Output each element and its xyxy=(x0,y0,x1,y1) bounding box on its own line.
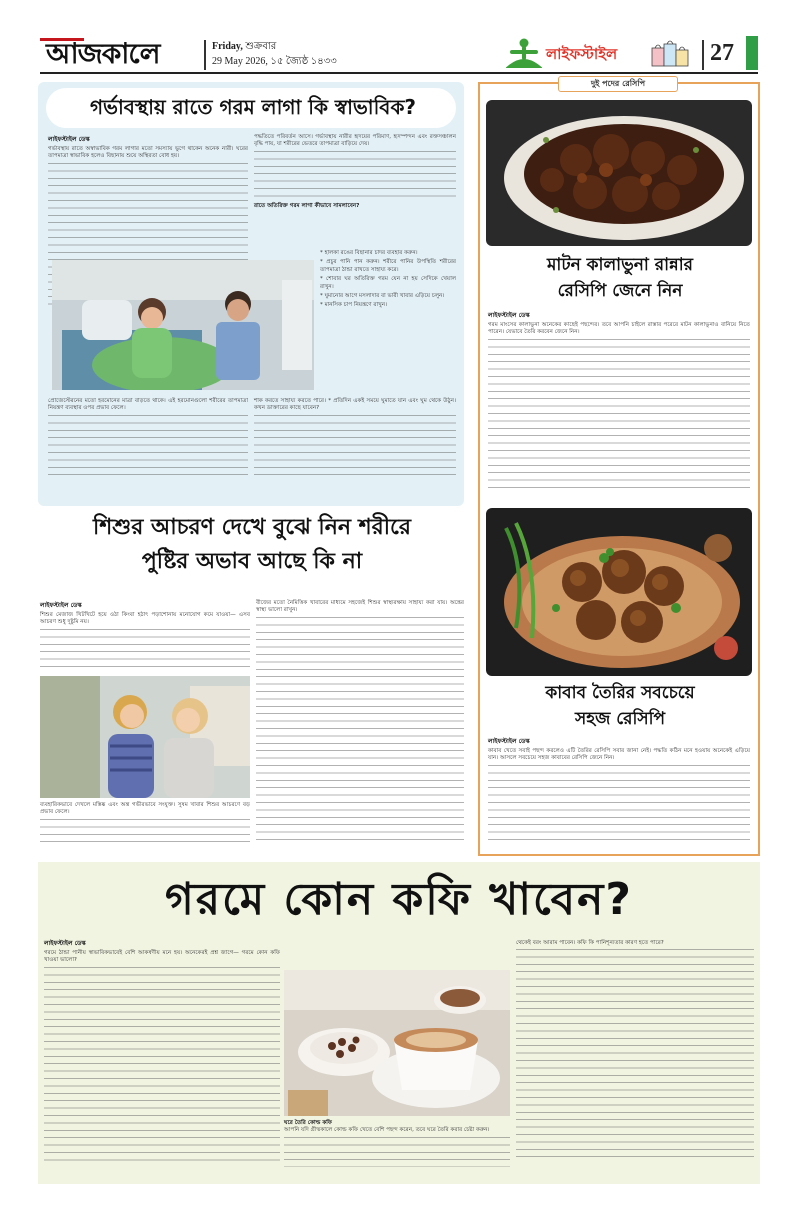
child-col1-bottom xyxy=(40,802,250,856)
child-col1-top xyxy=(40,600,250,672)
masthead-rule xyxy=(40,72,758,74)
pregnancy-col2-text xyxy=(254,151,456,203)
pregnancy-col1-bottom-lines xyxy=(48,415,248,475)
issue-day xyxy=(212,40,276,53)
section-name: লাইফস্টাইল xyxy=(546,45,618,63)
coffee-desk: লাইফস্টাইল ডেস্ক xyxy=(44,940,86,947)
child-col1-bottom-text: ব্যবহারিকভাবে দেখলে মস্তিষ্ক এবং অন্ত্র গভীরভাবে সংযুক্ত। সুষম খাবার শিশুর আচরণে বড় প্রভাব ফেলে। xyxy=(40,802,250,816)
pregnancy-headline: গর্ভাবস্থায় রাতে গরম লাগা কি স্বাভাবিক? xyxy=(89,95,417,119)
kebab-desk: লাইফস্টাইল ডেস্ক xyxy=(488,738,530,745)
day-bn-label: শুক্রবার xyxy=(245,41,277,52)
coffee-col1 xyxy=(44,938,280,1180)
mutton-photo xyxy=(486,100,752,246)
kebab-text xyxy=(488,765,750,845)
child-col1-bottom-lines xyxy=(40,819,250,847)
child-headline-line2: পুষ্টির অভাব আছে কি না xyxy=(141,549,363,574)
mutton-text xyxy=(488,339,750,489)
masthead-divider xyxy=(204,40,206,70)
kebab-headline: কাবাব তৈরির সবচেয়ে সহজ রেসিপি xyxy=(545,683,695,729)
child-col2-text xyxy=(256,617,464,843)
pregnancy-col2-bottom-lines xyxy=(254,415,456,475)
recipe-header: দুই পদের রেসিপি xyxy=(590,79,646,88)
page-number: 27 xyxy=(710,40,734,66)
coffee-col3-text xyxy=(516,949,754,1161)
pregnancy-col1-bottom xyxy=(48,398,248,498)
mutton-body xyxy=(488,310,750,500)
pregnancy-col2-intro: পদ্ধতিতে পরিবর্তন আসে। গর্ভাবস্থায় নারীর হৃদয়ের পরিমাণ, হৃদস্পন্দন এবং রক্তসঞ্চালন বৃদ্ধি পায়, যা শরীরের ভেতরে তাপমাত্রা বাড়িয়ে দেয়। xyxy=(254,134,456,148)
mutton-headline: মাটন কালাভুনা রান্নার রেসিপি জেনে নিন xyxy=(546,255,694,301)
page-number-block xyxy=(746,36,758,70)
child-col2-intro: বীজের মতো নৈমিত্তিক খাবারের মাধ্যমে সহজেই শিশুর স্বাস্থ্যরক্ষায় সাহায্য করা যায়। অন্ত্রের স্বাস্থ্য ভালো রাখুন। xyxy=(256,600,464,614)
pregnancy-col2-bottom-text: শাক করতে সাহায্য করতে পারে। * প্রতিদিন একই সময়ে ঘুমাতে যান এবং ঘুম থেকে উঠুন। কখন ডাক্তারের কাছে যাবেন? xyxy=(254,398,456,412)
coffee-caption-title: ঘরে তৈরি কোল্ড কফি xyxy=(284,1120,332,1126)
coffee-headline: গরমে কোন কফি খাবেন? xyxy=(165,874,633,925)
pregnancy-tip: * হালকা রঙের বিছানার চাদর ব্যবহার করুন। xyxy=(320,250,418,256)
kebab-intro: কাবাব খেতে সবাই পছন্দ করলেও এটি তৈরির রেসিপি সবার জানা নেই। পদ্ধতি কঠিন মনে হওয়ায় অনেকেই এড়িয়ে যান। আসলে সবচেয়ে সহজ কাবাবের রেসিপি জেনে নিন। xyxy=(488,748,750,762)
masthead xyxy=(0,0,792,70)
coffee-col3-intro: থেকেই বরং আরাম পাবেন। কফি কি পানিশূন্যতার কারণ হতে পারে? xyxy=(516,940,664,946)
paper-name: আজকালে xyxy=(46,37,160,70)
child-col1-text xyxy=(40,629,250,673)
coffee-caption-lines xyxy=(284,1137,510,1167)
yoga-figure-icon xyxy=(506,36,542,70)
pregnancy-col2-bottom xyxy=(254,398,456,498)
pregnancy-tip: * প্রচুর পানি পান করুন। শরীরে পানির উপস্থিতি শরীরের তাপমাত্রা ঠান্ডা রাখতে সাহায্য করে। xyxy=(320,259,456,273)
pregnancy-tip: * মানসিক চাপ নিয়ন্ত্রণে রাখুন। xyxy=(320,302,388,309)
pregnancy-desk: লাইফস্টাইল ডেস্ক xyxy=(48,136,90,143)
coffee-col1-text xyxy=(44,967,280,1167)
kebab-body xyxy=(488,736,750,852)
pregnancy-col2-top xyxy=(254,134,456,244)
coffee-caption-text: আপনি যদি গ্রীষ্মকালে কোল্ড কফি খেতে বেশি পছন্দ করেন, তবে ঘরে তৈরি করার চেষ্টা করুন। xyxy=(284,1127,490,1134)
pregnancy-tips xyxy=(320,250,456,390)
child-lead: শিশুর মেজাজ খিটখিটে হয়ে ওঠা কিংবা হঠাৎ পড়াশোনায় মনোযোগ কমে যাওয়া— এসব আচরণ শুধু দুষ্টুমি নয়। xyxy=(40,612,250,626)
shopping-bags-icon xyxy=(650,38,696,70)
mutton-desk: লাইফস্টাইল ডেস্ক xyxy=(488,312,530,319)
coffee-col3 xyxy=(516,940,754,1180)
pregnancy-photo xyxy=(52,260,314,390)
mutton-intro: গরম মাংসের কালাভুনা অনেকের কাছেই পছন্দের। তবে আপনি চাইলে রাস্তার পরেরে মাটন কালাভুনাও বানিয়ে নিতে পারেন। যেভাবে তৈরি করবেন জেনে নিন। xyxy=(488,322,750,336)
day-label: Friday, xyxy=(212,41,243,52)
kebab-photo xyxy=(486,508,752,676)
pregnancy-lead: গর্ভাবস্থায় রাতে অস্বাভাবিক গরম লাগার মতো সমস্যায় ভুগে থাকেন অনেক নারী। ঘরের তাপমাত্রা স্বাভাবিক হলেও বিছানায় শুয়ে অস্থিরতা বোধ হয়। xyxy=(48,146,248,160)
page-number-divider xyxy=(702,40,704,70)
child-col2 xyxy=(256,600,464,856)
child-headline-line1: শিশুর আচরণ দেখে বুঝে নিন শরীরে xyxy=(92,515,411,540)
child-desk: লাইফস্টাইল ডেস্ক xyxy=(40,602,82,609)
coffee-caption xyxy=(284,1120,510,1180)
date-bn-label: ১৫ জ্যৈষ্ঠ ১৪৩৩ xyxy=(270,56,337,67)
issue-date xyxy=(212,55,337,68)
coffee-col1-intro: গরমে ঠান্ডা পানীয় স্বাভাবিকভাবেই বেশি আকর্ষণীয় মনে হয়। অনেকেরই প্রশ্ন জাগে— গরমে কোন কফি খাওয়া ভালো? xyxy=(44,950,280,964)
pregnancy-col1-bottom-text: প্রোজেস্টেরনের মতো হরমোনের মাত্রা বাড়তে থাকে। এই হরমোনগুলো শরীরের তাপমাত্রা নিয়ন্ত্রণ ব্যবস্থার ওপর প্রভাব ফেলে। xyxy=(48,398,248,412)
pregnancy-subhead: রাতে অতিরিক্ত গরম লাগা কীভাবে সামলাবেন? xyxy=(254,202,360,209)
date-label: 29 May 2026, xyxy=(212,56,268,67)
coffee-photo xyxy=(284,970,510,1116)
pregnancy-article xyxy=(38,82,464,506)
pregnancy-tip: * শোবার ঘর অতিরিক্ত গরম যেন না হয় সেদিকে খেয়াল রাখুন। xyxy=(320,276,456,290)
pregnancy-tip: * ঘুমানোর আগে মসলাদার বা ভারী খাবার এড়িয়ে চলুন। xyxy=(320,293,445,300)
children-photo xyxy=(40,676,250,798)
